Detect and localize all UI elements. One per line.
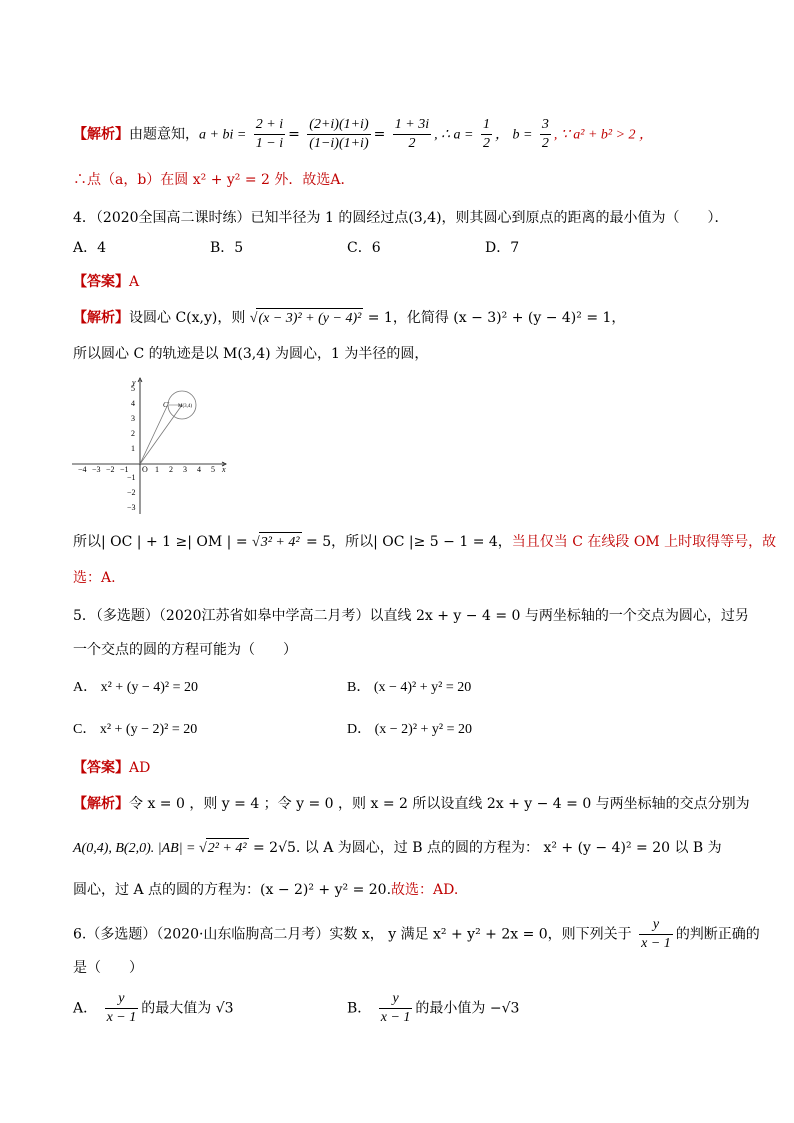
q5-sol-line1: 【解析】令 x = 0 ，则 y = 4 ；令 y = 0 ，则 x = 2 所以设直线 2x + y − 4 = 0 与两坐标轴的交点分别为: [73, 796, 750, 812]
q5-option-c: C． x² + (y − 2)² = 20: [73, 722, 198, 737]
svg-text:−2: −2: [127, 488, 136, 497]
q5-answer: 【答案】AD: [73, 760, 151, 776]
solution-label: 【解析】: [73, 126, 129, 143]
q4-sol-line4: 选：A.: [73, 570, 116, 586]
q6-stem-2: 是（ ）: [73, 960, 143, 976]
q6-option-b: B． $\frac{y}{x - 1}$ 的最小值为 −√3: [347, 991, 520, 1025]
svg-text:3: 3: [131, 414, 135, 423]
q4-option-a: A．4: [73, 240, 107, 256]
svg-text:4: 4: [131, 399, 135, 408]
svg-text:−3: −3: [127, 503, 136, 512]
svg-text:3: 3: [183, 465, 187, 474]
q4-option-c: C．6: [347, 240, 381, 256]
q3-conclusion: ∴点（a，b）在圆 x² + y² = 2 外．故选A．: [73, 172, 355, 188]
sol-intro: 由题意知，: [129, 126, 199, 143]
q4-option-d: D．7: [485, 240, 520, 256]
q4-option-b: B．5: [210, 240, 244, 256]
therefore-a: , ∴ a =: [434, 127, 474, 143]
svg-text:O: O: [142, 465, 148, 474]
point-c-label: C: [163, 401, 168, 409]
fraction-3: $\frac{1 + 3i}{2}$: [394, 117, 430, 151]
fraction-2: $\frac{(2+i)(1+i)}{(1-i)(1+i)}$: [309, 117, 369, 151]
svg-text:1: 1: [155, 465, 159, 474]
svg-text:−1: −1: [120, 465, 129, 474]
q3-solution-line: 【解析】由题意知，a + bi = $\frac{2 + i}{1 - i}$ = $\frac{(2+i)(1+i)}{(1-i)(1+i)}$ = $\frac{1 + 3i}{2}$ , ∴ a = $\frac{1}{2}$ ， b = $\frac{3}{2}$ , ∵ a² + b² > 2 ，: [73, 117, 654, 151]
svg-text:−2: −2: [106, 465, 115, 474]
fraction-1: $\frac{2 + i}{1 - i}$: [255, 117, 284, 151]
q5-option-d: D． (x − 2)² + y² = 20: [347, 722, 473, 737]
q5-sol-line3: 圆心，过 A 点的圆的方程为：(x − 2)² + y² = 20.故选：AD.: [73, 882, 459, 898]
q4-stem: 4．（2020全国高二课时练）已知半径为 1 的圆经过点(3,4)，则其圆心到原点的距离的最小值为（ ）．: [73, 210, 729, 226]
svg-text:−3: −3: [92, 465, 101, 474]
svg-text:5: 5: [211, 465, 215, 474]
point-m-label: M(3,4): [178, 404, 193, 409]
q6-fraction: $\frac{y}{x - 1}$: [641, 917, 671, 951]
q4-answer-value: A: [129, 274, 140, 290]
svg-text:4: 4: [197, 465, 201, 474]
x-axis-label: x: [222, 465, 226, 474]
fraction-a: $\frac{1}{2}$: [482, 117, 490, 151]
svg-text:5: 5: [131, 384, 135, 393]
svg-text:2: 2: [169, 465, 173, 474]
q5-option-b: B． (x − 4)² + y² = 20: [347, 680, 472, 695]
q4-sol-line3: 所以| OC | + 1 ≥| OM | = √3² + 4² = 5，所以| OC |≥ 5 − 1 = 4，当且仅当 C 在线段 OM 上时取得等号，故: [73, 532, 776, 553]
q6-stem-1: 6.（多选题）（2020·山东临朐高二月考）实数 x， y 满足 x² + y² + 2x = 0，则下列关于 $\frac{y}{x - 1}$ 的判断正确的: [73, 917, 760, 951]
sol-eq1: a + bi =: [199, 127, 247, 143]
coordinate-graph: [72, 376, 232, 516]
line-oc: [140, 402, 169, 464]
q4-sol-line2: 所以圆心 C 的轨迹是以 M(3,4) 为圆心，1 为半径的圆，: [73, 346, 429, 362]
q5-option-a: A． x² + (y − 4)² = 20: [73, 680, 199, 695]
q5-stem-1: 5．（多选题）（2020江苏省如皋中学高二月考）以直线 2x + y − 4 = 0 与两坐标轴的一个交点为圆心，过另: [73, 608, 749, 624]
q5-answer-value: AD: [129, 760, 151, 776]
svg-text:1: 1: [131, 444, 135, 453]
q4-sol-line1: 【解析】设圆心 C(x,y)，则 √(x − 3)² + (y − 4)² = 1，化简得 (x − 3)² + (y − 4)² = 1，: [73, 308, 625, 329]
svg-text:−1: −1: [127, 473, 136, 482]
q6-option-a: A． $\frac{y}{x - 1}$ 的最大值为 √3: [73, 991, 234, 1025]
q5-stem-2: 一个交点的圆的方程可能为（ ）: [73, 642, 297, 658]
svg-text:−4: −4: [78, 465, 87, 474]
q5-sol-line2: A(0,4), B(2,0). |AB| = √2² + 4² = 2√5. 以 A 为圆心，过 B 点的圆的方程为： x² + (y − 4)² = 20 以 B 为: [73, 838, 722, 859]
q4-answer: 【答案】A: [73, 274, 140, 290]
line-om: [140, 405, 182, 464]
b-text: ， b =: [494, 127, 533, 143]
svg-text:2: 2: [131, 429, 135, 438]
y-axis-label: y: [132, 378, 136, 387]
since-text: , ∵ a² + b² > 2 ，: [553, 127, 654, 143]
fraction-b: $\frac{3}{2}$: [541, 117, 549, 151]
